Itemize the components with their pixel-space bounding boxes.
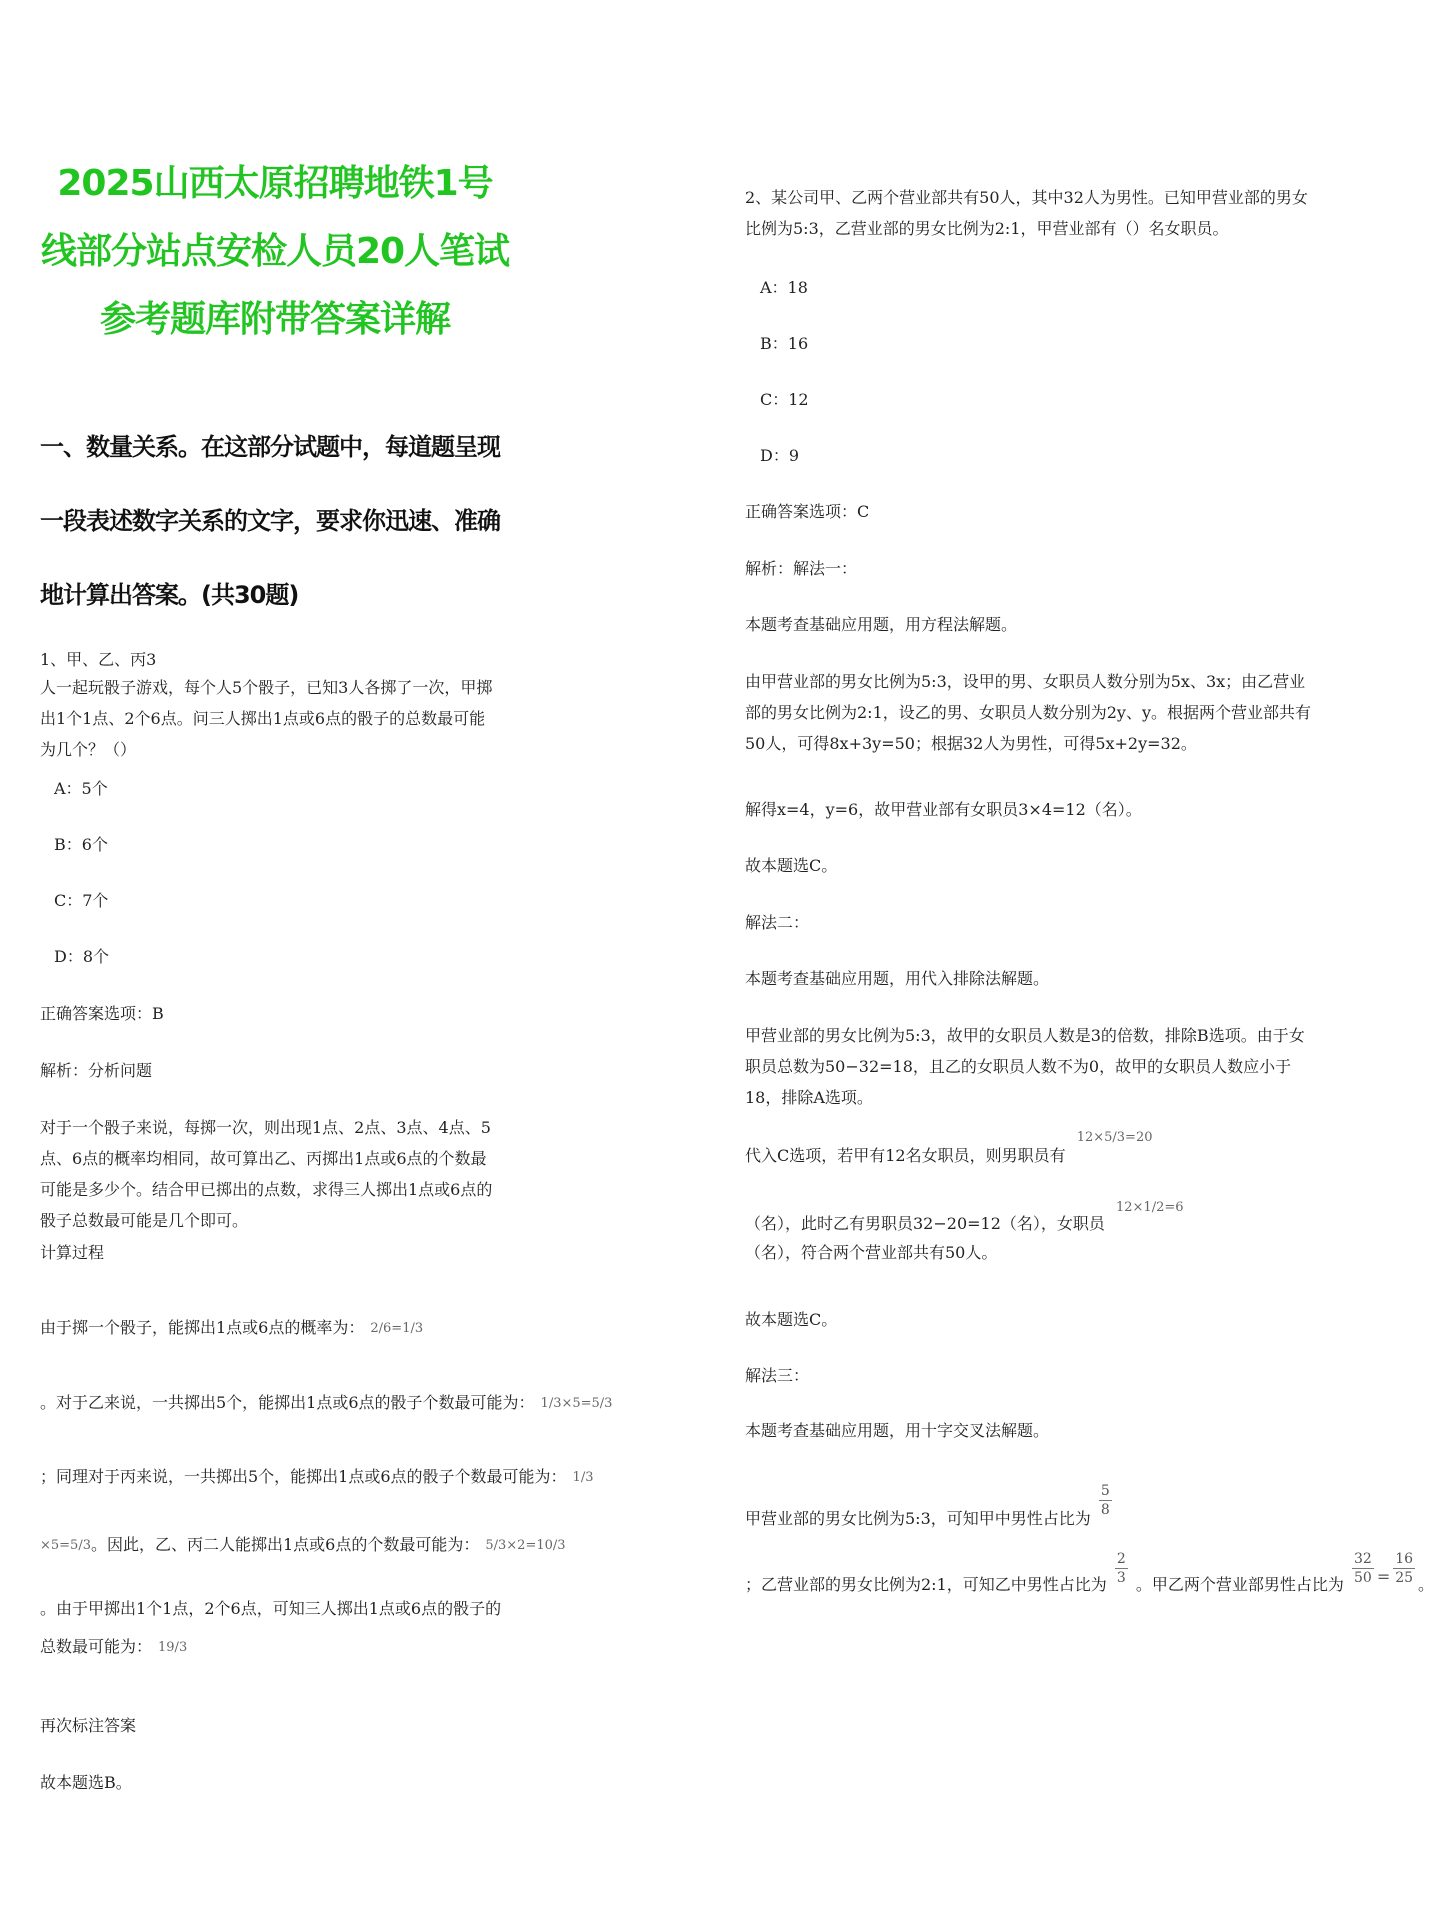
q1-calc-5-math: 19/3 [158,1639,188,1655]
q2-option-a[interactable]: A：18 [760,278,808,297]
q2-m2-text: 甲营业部的男女比例为5:3，故甲的女职员人数是3的倍数，排除B选项。由于女职员总数为50−32=18，且乙的女职员人数不为0，故甲的女职员人数应小于18，排除A选项。 [745,1026,1305,1107]
section-heading: 一、数量关系。在这部分试题中，每道题呈现一段表述数字关系的文字，要求你迅速、准确地计算出答案。(共30题) [40,433,500,609]
q2-m2-sub1: 代入C选项，若甲有12名女职员，则男职员有 [745,1146,1066,1165]
frac-denominator: 3 [1116,1570,1126,1586]
q1-calc-3: ；同理对于丙来说，一共掷出5个，能掷出1点或6点的骰子个数最可能为： [40,1467,567,1486]
q1-calc-label: 计算过程 [40,1243,105,1262]
q1-calc-line-3 [40,1464,593,1489]
q1-calc-4: 。因此，乙、丙二人能掷出1点或6点的个数最可能为： [90,1535,480,1554]
q1-calc-line-1 [40,1315,423,1340]
frac-numerator: 5 [1100,1483,1110,1499]
frac-numerator: 16 [1395,1551,1414,1567]
q2-m2-sub1-line [745,1130,1153,1168]
q2-option-b[interactable]: B：16 [760,334,809,353]
q1-calc-2-math: 1/3×5=5/3 [540,1395,613,1411]
equals-sign: = [1376,1567,1391,1586]
frac-numerator: 32 [1353,1551,1372,1567]
q1-calc-1-math: 2/6=1/3 [370,1320,424,1336]
q2-m1-solve: 解得x=4，y=6，故甲营业部有女职员3×4=12（名）。 [745,800,1142,819]
q2-m3-text1: 甲营业部的男女比例为5:3，可知甲中男性占比为 [745,1509,1091,1528]
q2-m2-label: 解法二： [745,913,810,932]
q1-calc-line-2 [40,1390,612,1415]
q1-answer: 正确答案选项：B [40,1004,164,1023]
q2-option-d[interactable]: D：9 [760,446,800,465]
q2-m1-conclusion: 故本题选C。 [745,856,838,875]
q2-m2-intro: 本题考查基础应用题，用代入排除法解题。 [745,969,1050,988]
q2-m2-sub2-math: 12×1/2=6 [1116,1200,1184,1215]
q2-stem: 2、某公司甲、乙两个营业部共有50人，其中32人为男性。已知甲营业部的男女比例为5:3，乙营业部的男女比例为2:1，甲营业部有（）名女职员。 [745,188,1308,238]
q1-conclusion: 故本题选B。 [40,1773,132,1792]
q2-m3-line-1 [745,1482,1115,1542]
q1-option-d[interactable]: D：8个 [54,947,110,966]
q1-calc-4-math: ×5=5/3 [40,1537,91,1553]
q1-analysis-text: 对于一个骰子来说，每掷一次，则出现1点、2点、3点、4点、5点、6点的概率均相同，故可算出乙、丙掷出1点或6点的个数最可能是多少个。结合甲已掷出的点数，求得三人掷出1点或6点的骰子总数最可能是几个即可。 [40,1118,493,1230]
frac-numerator: 2 [1116,1551,1126,1567]
q1-calc-1: 由于掷一个骰子，能掷出1点或6点的概率为： [40,1318,365,1337]
q2-m1-text: 由甲营业部的男女比例为5:3，设甲的男、女职员人数分别为5x、3x；由乙营业部的男女比例为2:1，设乙的男、女职员人数分别为2y、y。根据两个营业部共有50人，可得8x+3y=50；根据32人为男性，可得5x+2y=32。 [745,672,1312,753]
q1-option-a[interactable]: A：5个 [54,779,108,798]
q2-m2-sub1-math: 12×5/3=20 [1076,1130,1153,1145]
q1-option-b[interactable]: B：6个 [54,835,108,854]
frac-denominator: 50 [1353,1570,1372,1586]
q2-m3-frac-d [1393,1550,1415,1587]
q2-m2-conclusion: 故本题选C。 [745,1310,838,1329]
q1-calc-4b-math: 5/3×2=10/3 [485,1537,566,1553]
q1-calc-5: 。由于甲掷出1个1点，2个6点，可知三人掷出1点或6点的骰子的总数最可能为： [40,1599,502,1656]
q1-calc-line-5 [40,1590,505,1666]
q1-remark: 再次标注答案 [40,1716,137,1735]
q2-m3-line-2 [745,1550,1434,1608]
q1-number-line: 1、甲、乙、丙3 [40,650,157,669]
q2-m3-frac-b [1115,1550,1128,1587]
q1-calc-2: 。对于乙来说，一共掷出5个，能掷出1点或6点的骰子个数最可能为： [40,1393,535,1412]
q1-analysis-label: 解析：分析问题 [40,1061,153,1080]
q2-m2-sub2: （名），此时乙有男职员32−20=12（名），女职员 [745,1214,1105,1233]
q2-m3-text3: 。甲乙两个营业部男性占比为 [1135,1575,1344,1594]
frac-denominator: 8 [1100,1502,1110,1518]
q1-calc-line-4 [40,1532,566,1557]
q1-stem: 人一起玩骰子游戏，每个人5个骰子，已知3人各掷了一次，甲掷出1个1点、2个6点。问三人掷出1点或6点的骰子的总数最可能为几个？（） [40,678,493,759]
q2-m3-text2: ；乙营业部的男女比例为2:1，可知乙中男性占比为 [745,1575,1107,1594]
q2-m1-intro: 本题考查基础应用题，用方程法解题。 [745,615,1018,634]
frac-denominator: 25 [1395,1570,1414,1586]
q2-m2-sub2-line [745,1200,1184,1236]
period-mark: 。 [1418,1575,1434,1594]
document-title: 2025山西太原招聘地铁1号线部分站点安检人员20人笔试参考题库附带答案详解 [40,163,510,340]
q2-m3-label: 解法三： [745,1366,810,1385]
q2-analysis-label: 解析：解法一： [745,559,858,578]
q1-option-c[interactable]: C：7个 [54,891,109,910]
q2-m3-frac-c [1352,1550,1374,1587]
q2-m3-intro: 本题考查基础应用题，用十字交叉法解题。 [745,1421,1050,1440]
q2-option-c[interactable]: C：12 [760,390,809,409]
q1-calc-3-math: 1/3 [572,1469,594,1485]
q2-m2-sub3: （名），符合两个营业部共有50人。 [745,1243,998,1262]
q2-m3-frac-a [1099,1482,1112,1519]
q2-answer: 正确答案选项：C [745,502,870,521]
